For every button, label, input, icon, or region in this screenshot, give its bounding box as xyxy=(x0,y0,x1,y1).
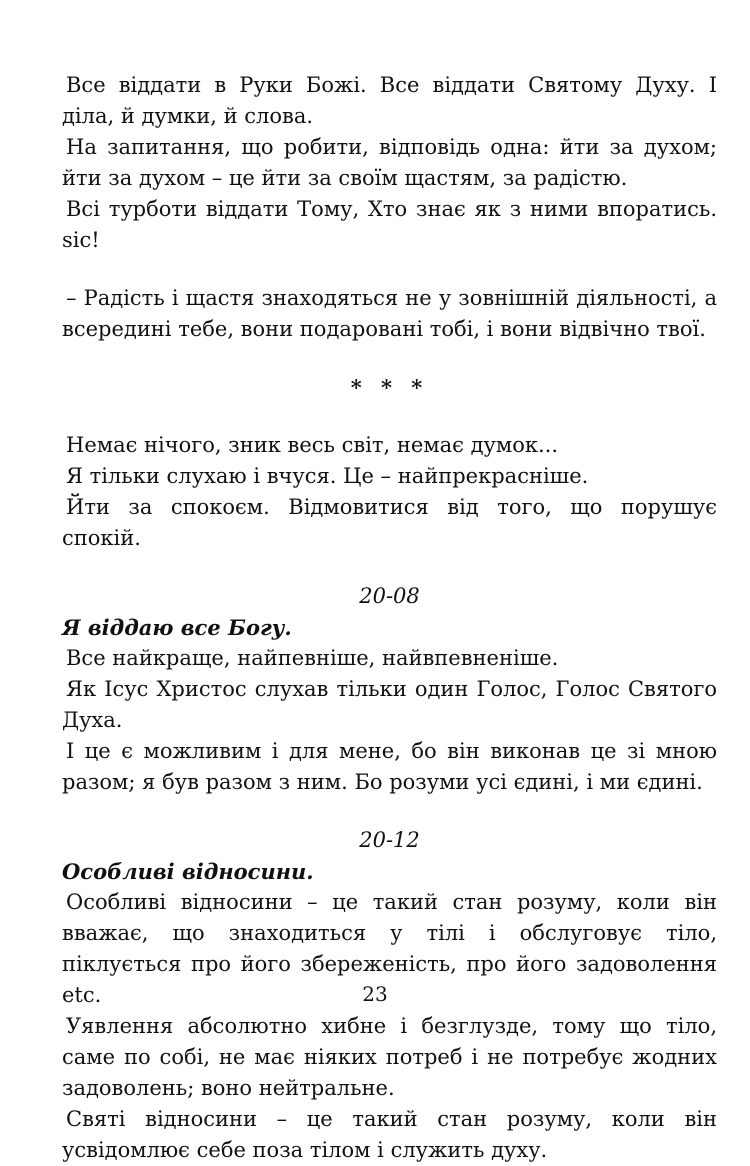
paragraph: Уявлення абсолютно хибне і безглузде, тому що тіло, саме по собі, не має ніяких потреб і не потребує жодних задоволень; воно нейтральне. xyxy=(62,1014,717,1100)
spacer xyxy=(62,798,717,825)
paragraph: Я тільки слухаю і вчуся. Це – найпрекрасніше. xyxy=(66,464,589,488)
entry-date: 20-12 xyxy=(359,828,420,852)
spacer xyxy=(62,403,717,430)
paragraph: Як Ісус Христос слухав тільки один Голос, Голос Святого Духа. xyxy=(62,677,717,732)
paragraph: – Радість і щастя знаходяться не у зовнішній діяльності, а всередині тебе, вони подаровані тобі, і вони відвічно твої. xyxy=(62,286,717,341)
page-number: 23 xyxy=(362,982,388,1006)
paragraph: Особливі відносини – це такий стан розуму, коли він вважає, що знаходиться у тілі і обслуговує тіло, піклується про його збереженість, про його задоволення etc. xyxy=(62,890,717,1007)
paragraph: Святі відносини – це такий стан розуму, коли він усвідомлює себе поза тілом і служить духу. xyxy=(62,1107,717,1162)
paragraph: Все віддати в Руки Божі. Все віддати Святому Духу. І діла, й думки, й слова. xyxy=(62,73,717,128)
spacer xyxy=(62,554,717,581)
entry-heading: Особливі відносини. xyxy=(62,859,314,884)
entry-date: 20-08 xyxy=(359,584,420,608)
paragraph: Все найкраще, найпевніше, найвпевненіше. xyxy=(66,646,559,670)
paragraph: Всі турботи віддати Тому, Хто знає як з ними впоратись. sic! xyxy=(62,197,717,252)
entry-heading: Я віддаю все Богу. xyxy=(62,615,292,640)
paragraph: Йти за спокоєм. Відмовитися від того, що порушує спокій. xyxy=(62,495,717,550)
paragraph: Немає нічого, зник весь світ, немає думок... xyxy=(66,433,559,457)
spacer xyxy=(62,345,717,372)
section-separator: * * * xyxy=(350,375,429,400)
spacer xyxy=(62,256,717,283)
paragraph: На запитання, що робити, відповідь одна: йти за духом; йти за духом – це йти за своїм щастям, за радістю. xyxy=(62,135,717,190)
paragraph: І це є можливим і для мене, бо він виконав це зі мною разом; я був разом з ним. Бо розуми усі єдині, і ми єдині. xyxy=(62,739,717,794)
